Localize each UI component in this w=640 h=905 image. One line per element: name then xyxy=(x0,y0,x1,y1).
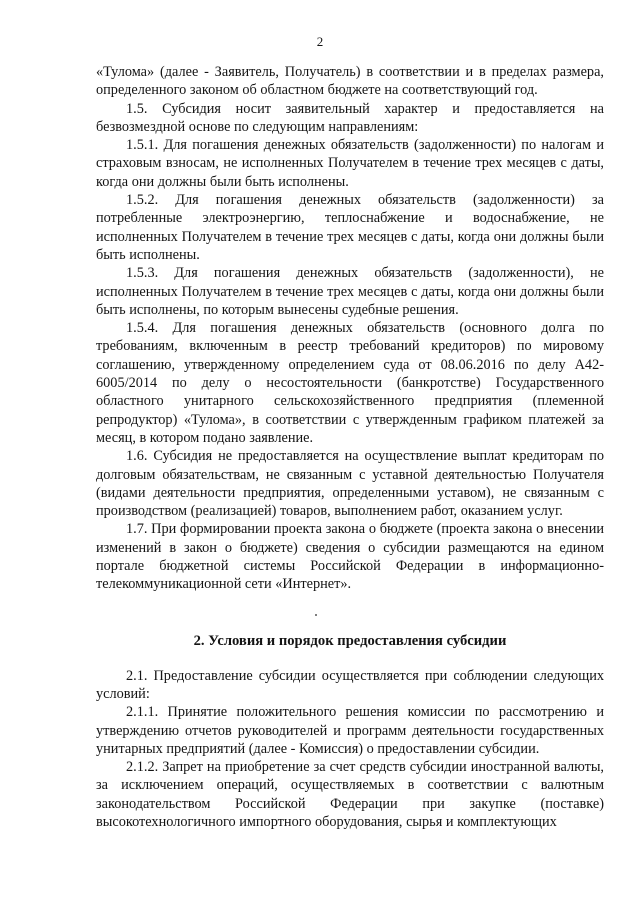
paragraph-1-5: 1.5. Субсидия носит заявительный характер и предоставляется на безвозмездной основе по следующим направлениям: xyxy=(96,100,604,135)
paragraph-2-1: 2.1. Предоставление субсидии осуществляется при соблюдении следующих условий: xyxy=(96,667,604,702)
paragraph-continuation: «Тулома» (далее - Заявитель, Получатель) в соответствии и в пределах размера, определенного законом об областном бюджете на соответствующий год. xyxy=(96,64,604,99)
paragraph-1-7: 1.7. При формировании проекта закона о бюджете (проекта закона о внесении изменений в закон о бюджете) сведения о субсидии размещаются на едином портале бюджетной системы Российской Федерации в информационно-телекоммуникационной сети «Интернет». xyxy=(96,521,604,593)
paragraph-1-6: 1.6. Субсидия не предоставляется на осуществление выплат кредиторам по долговым обязательствам, не связанным с уставной деятельностью Получателя (видами деятельности предприятия, определенными уставом), не связанным с производством (реализацией) товаров, выполнением работ, оказанием услуг. xyxy=(96,448,604,520)
paragraph-1-5-3: 1.5.3. Для погашения денежных обязательств (задолженности), не исполненных Получателем в течение трех месяцев с даты, когда они должны были быть исполнены, по которым вынесены судебные решения. xyxy=(96,265,604,318)
paragraph-1-5-1: 1.5.1. Для погашения денежных обязательств (задолженности) по налогам и страховым взносам, не исполненных Получателем в течение трех месяцев с даты, когда они должны были быть исполнены. xyxy=(96,137,604,190)
document-body xyxy=(96,63,604,831)
paragraph-2-1-2: 2.1.2. Запрет на приобретение за счет средств субсидии иностранной валюты, за исключением операций, осуществляемых в соответствии с валютным законодательством Российской Федерации при закупке (поставке) высокотехнологичного импортного оборудования, сырья и комплектующих xyxy=(96,759,604,830)
paragraph-1-5-2: 1.5.2. Для погашения денежных обязательств (задолженности) за потребленные электроэнергию, теплоснабжение и водоснабжение, не исполненных Получателем в течение трех месяцев с даты, когда они должны были быть исполнены. xyxy=(96,192,604,263)
section-heading: 2. Условия и порядок предоставления субсидии xyxy=(193,632,507,649)
paragraph-2-1-1: 2.1.1. Принятие положительного решения комиссии по рассмотрению и утверждению отчетов руководителей и программ деятельности государственных унитарных предприятий (далее - Комиссия) о предоставлении субсидии. xyxy=(96,704,604,757)
page-number: 2 xyxy=(316,34,324,49)
paragraph-1-5-4: 1.5.4. Для погашения денежных обязательств (основного долга по требованиям, включенным в реестр требований кредиторов) по мировому соглашению, утвержденному определением суда от 08.06.2016 по делу А42-6005/2014 по делу о несостоятельности (банкротстве) Государственного областного унитарного сельскохозяйственного предприятия (племенной репродуктор) «Тулома», в соответствии с утвержденным графиком платежей за месяц, в котором подано заявление. xyxy=(96,320,604,446)
